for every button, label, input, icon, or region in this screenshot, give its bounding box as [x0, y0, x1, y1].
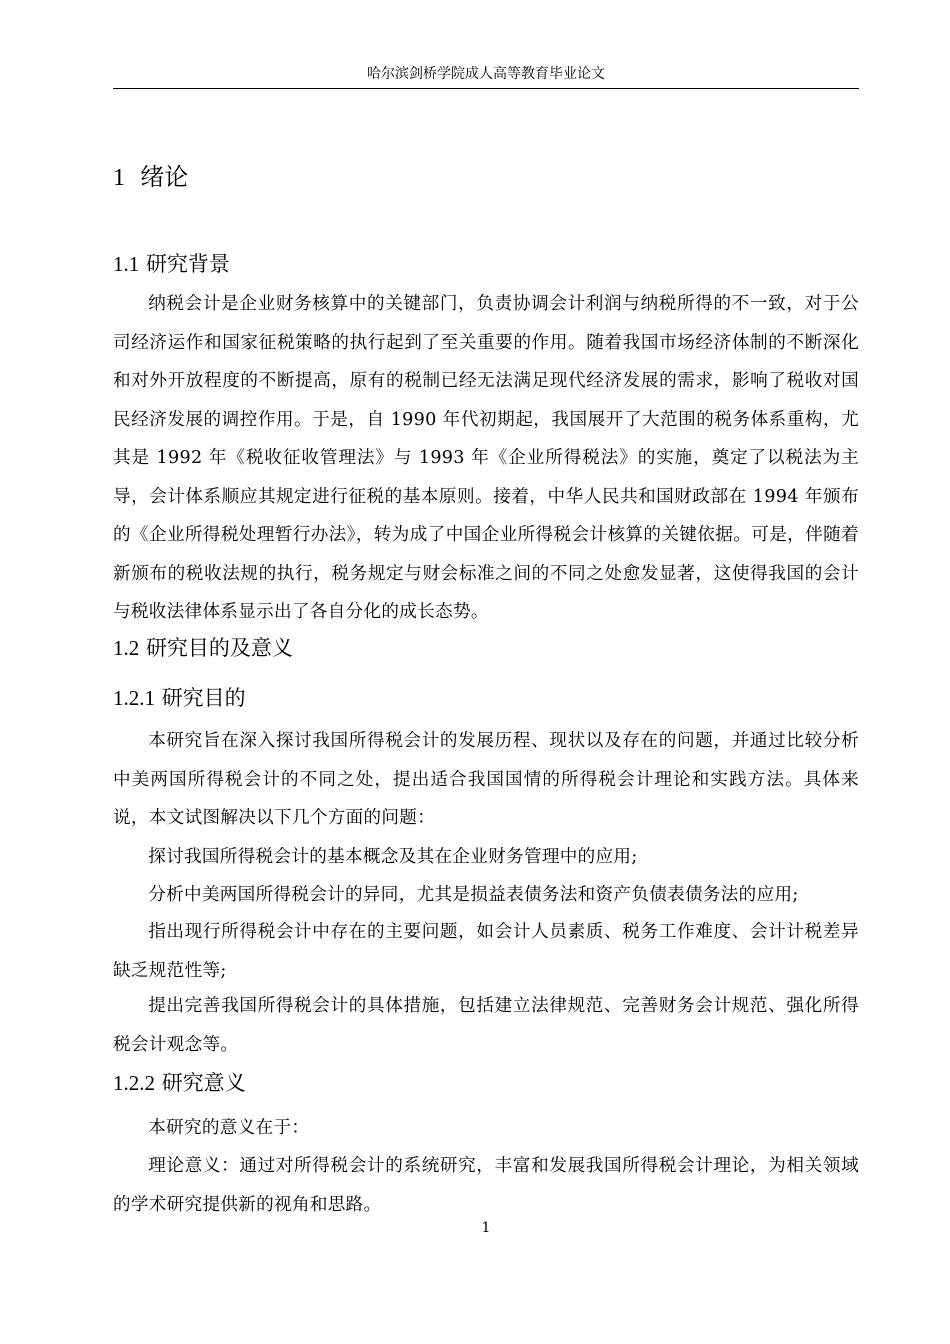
section-title: 研究目的: [161, 686, 246, 710]
paragraph-background: 纳税会计是企业财务核算中的关键部门，负责协调会计利润与纳税所得的不一致，对于公司经济运作和国家征税策略的执行起到了至关重要的作用。随着我国市场经济体制的不断深化和对外开放程度的不断提高，原有的税制已经无法满足现代经济发展的需求，影响了税收对国民经济发展的调控作用。于是，自 1990 年代初期起，我国展开了大范围的税务体系重构，尤其是 1992 年《税收征收管理法》与 1993 年《企业所得税法》的实施，奠定了以税法为主导，会计体系顺应其规定进行征税的基本原则。接着，中华人民共和国财政部在 1994 年颁布的《企业所得税处理暂行办法》，转为成了中国企业所得税会计核算的关键依据。可是，伴随着新颁布的税收法规的执行，税务规定与财会标准之间的不同之处愈发显著，这使得我国的会计与税收法律体系显示出了各自分化的成长态势。: [113, 294, 859, 622]
section-number: 1.1: [113, 252, 140, 276]
section-number: 1.2.2: [113, 1071, 155, 1095]
running-header: 哈尔滨剑桥学院成人高等教育毕业论文: [367, 66, 605, 82]
subsection-heading-1-2-2: [113, 1069, 246, 1097]
paragraph-objective-item: 分析中美两国所得税会计的异同，尤其是损益表债务法和资产负债表债务法的应用;: [148, 885, 799, 905]
header-divider: [113, 88, 859, 89]
page-number: 1: [481, 1220, 491, 1236]
chapter-number: 1: [113, 165, 125, 191]
paragraph-objective-item: 指出现行所得税会计中存在的主要问题，如会计人员素质、税务工作难度、会计计税差异缺乏规范性等;: [113, 922, 859, 981]
section-title: 研究背景: [145, 252, 230, 276]
section-heading-1-1: [113, 250, 230, 278]
section-heading-1-2: [113, 634, 293, 662]
paragraph-significance-item: 理论意义：通过对所得税会计的系统研究，丰富和发展我国所得税会计理论，为相关领域的学术研究提供新的视角和思路。: [113, 1156, 859, 1215]
subsection-heading-1-2-1: [113, 684, 246, 712]
section-title: 研究意义: [161, 1071, 246, 1095]
paragraph-significance-intro: 本研究的意义在于：: [148, 1118, 310, 1138]
paragraph-objectives-intro: 本研究旨在深入探讨我国所得税会计的发展历程、现状以及存在的问题，并通过比较分析中美两国所得税会计的不同之处，提出适合我国国情的所得税会计理论和实践方法。具体来说，本文试图解决以下几个方面的问题：: [113, 731, 859, 828]
section-number: 1.2: [113, 636, 140, 660]
chapter-title: 绪论: [140, 163, 189, 191]
paragraph-objective-item: 探讨我国所得税会计的基本概念及其在企业财务管理中的应用;: [148, 847, 638, 867]
section-title: 研究目的及意义: [145, 636, 293, 660]
paragraph-objective-item: 提出完善我国所得税会计的具体措施，包括建立法律规范、完善财务会计规范、强化所得税会计观念等。: [113, 996, 859, 1055]
section-number: 1.2.1: [113, 686, 155, 710]
chapter-heading: [113, 162, 188, 193]
